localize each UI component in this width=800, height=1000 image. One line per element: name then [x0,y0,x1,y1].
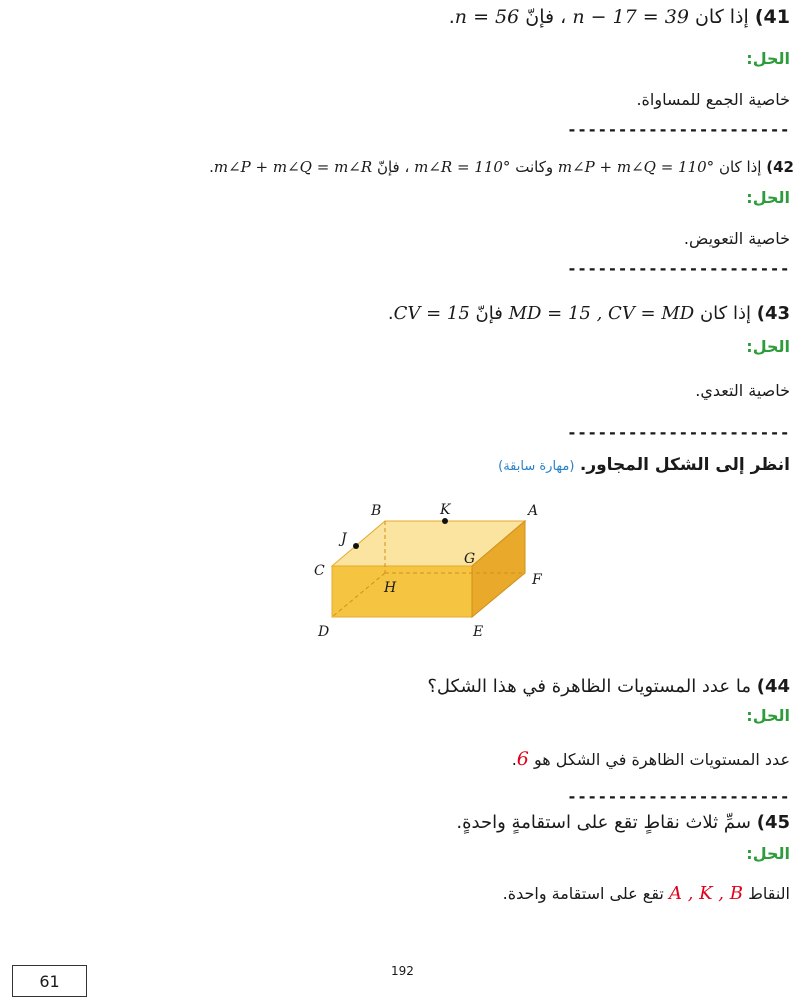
solution-label: الحل: [746,337,790,356]
label-E: E [473,624,484,640]
question-44 [427,676,790,697]
answer-value: 6 [516,748,529,770]
answer-43: خاصية التعدي. [695,381,790,400]
page-number: 192 [391,964,414,978]
question-43 [388,303,790,324]
question-text: إذا كان [718,158,762,176]
equation: m∠R = 110° [414,158,511,176]
label-F: F [532,572,542,588]
point-K-dot [442,518,448,524]
solution-label: الحل: [746,49,790,68]
label-C: C [314,563,325,579]
answer-text: تقع على استقامة واحدة. [502,884,664,903]
question-45 [456,812,790,833]
page-box-number: 61 [12,965,87,997]
separator: ---------------------- [567,423,790,442]
separator: ---------------------- [567,120,790,139]
question-text: وكانت [515,158,554,176]
question-number: 43) [756,303,790,324]
collinear-points: A , K , B [668,883,743,904]
answer-text: النقاط [748,884,790,903]
separator: ---------------------- [567,259,790,278]
period: . [387,303,394,324]
answer-44 [512,748,790,770]
equation: CV = 15 [393,303,470,324]
answer-41: خاصية الجمع للمساواة. [636,90,790,109]
equation: m∠P + m∠Q = m∠R [213,158,373,176]
question-42 [209,158,794,176]
label-K: K [440,502,451,518]
question-text: ما عدد المستويات الظاهرة في هذا الشكل؟ [427,676,751,697]
solution-label: الحل: [746,188,790,207]
question-number: 45) [756,812,790,833]
question-text: ، فإنّ [376,158,410,176]
question-text: إذا كان [694,6,749,28]
solution-label: الحل: [746,844,790,863]
equation: n = 56 [454,6,520,28]
answer-text: عدد المستويات الظاهرة في الشكل هو [533,750,790,769]
period: . [448,6,455,28]
period: . [511,750,517,769]
question-number: 42) [766,158,794,176]
label-D: D [318,624,330,640]
label-J: J [341,531,347,547]
question-text: فإنّ [475,303,503,324]
answer-42: خاصية التعويض. [683,229,790,248]
point-J-dot [353,543,359,549]
figure-note: (مهارة سابقة) [498,459,575,474]
equation: n − 17 = 39 [572,6,689,28]
figure-prompt-text: انظر إلى الشكل المجاور. [579,455,790,475]
separator: ---------------------- [567,787,790,806]
question-number: 41) [754,6,790,28]
rectangular-prism-figure [300,472,560,647]
question-number: 44) [756,676,790,697]
solution-label: الحل: [746,706,790,725]
period: . [209,158,214,176]
question-41 [449,6,790,28]
label-A: A [528,503,539,519]
answer-45 [503,883,790,904]
prism-front-face [332,566,472,617]
question-text: ، فإنّ [525,6,567,28]
label-G: G [464,551,476,567]
label-B: B [371,503,382,519]
equation: MD = 15 , CV = MD [508,303,695,324]
equation: m∠P + m∠Q = 110° [557,158,715,176]
label-H: H [384,580,397,596]
question-text: إذا كان [699,303,751,324]
question-text: سمِّ ثلاث نقاطٍ تقع على استقامةٍ واحدةٍ. [456,812,751,833]
